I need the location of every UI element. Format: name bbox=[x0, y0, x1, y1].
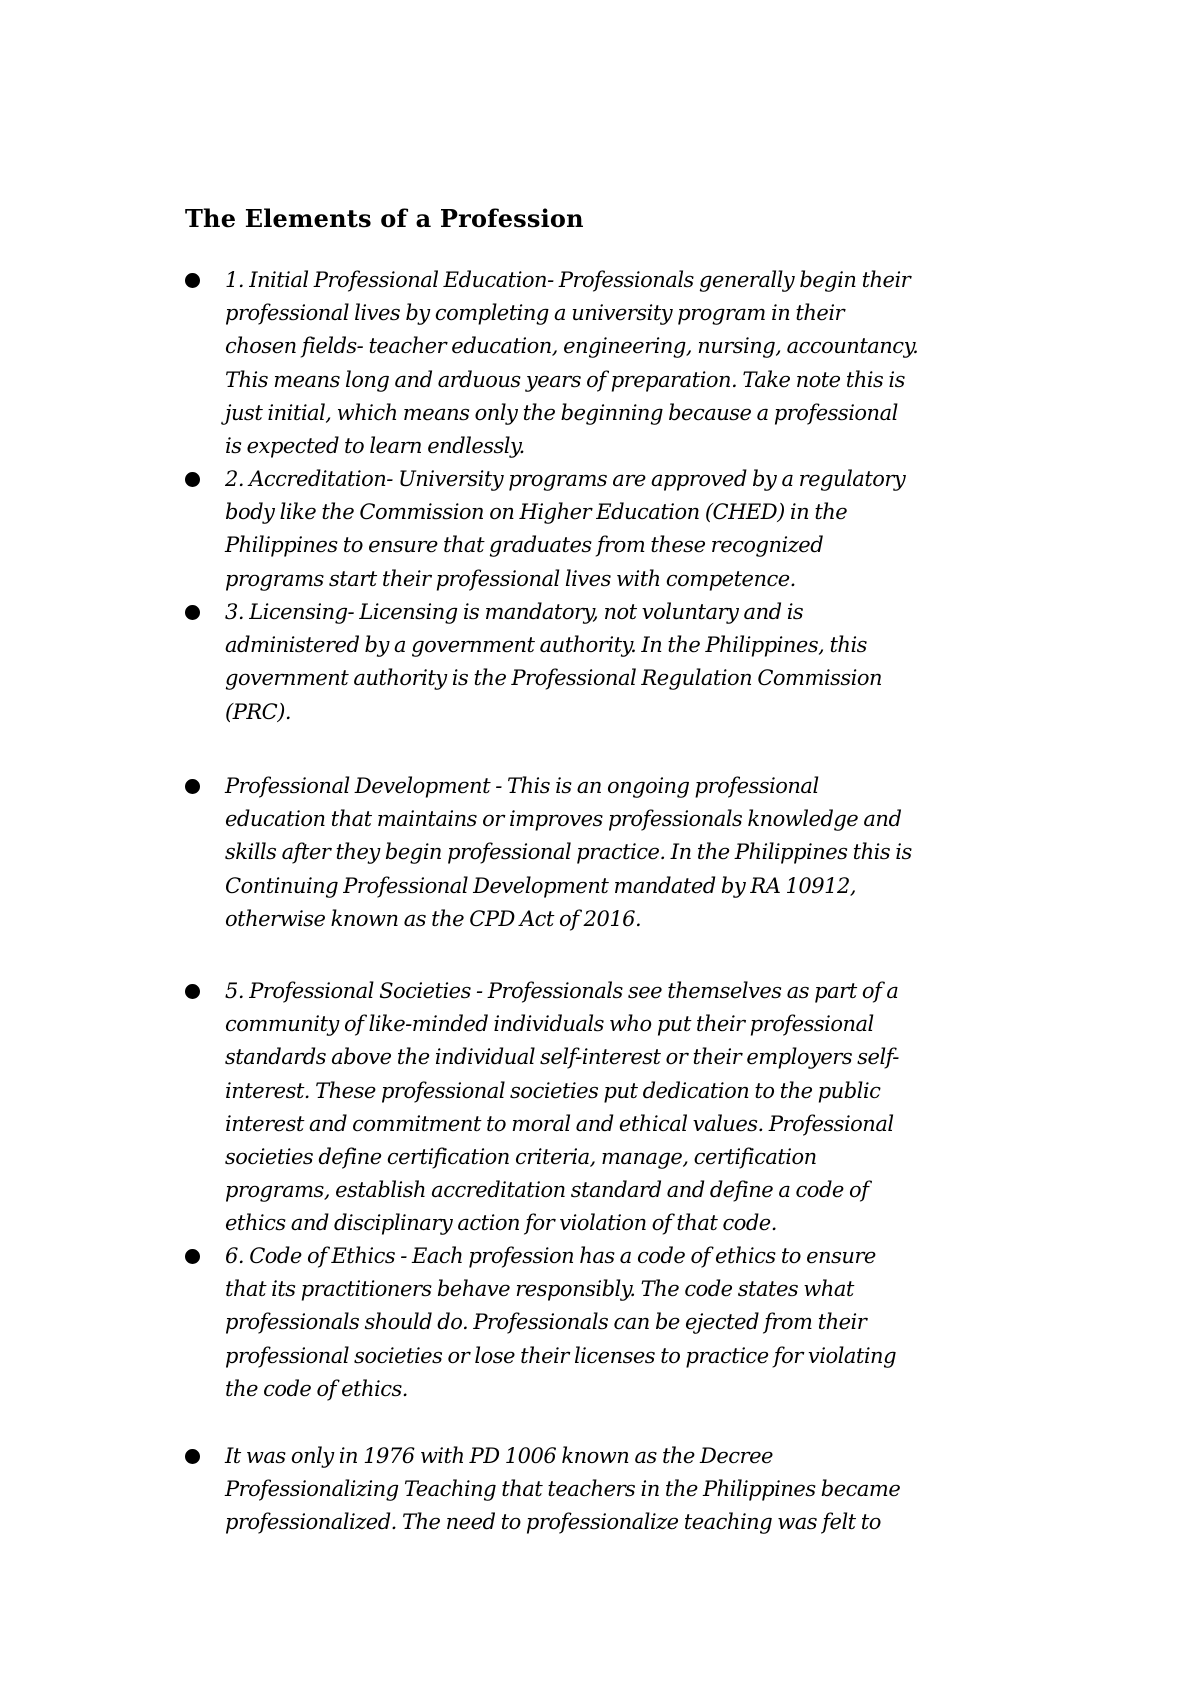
text-line: interest. These professional societies put dedication to the public bbox=[225, 1078, 881, 1103]
bullet-icon bbox=[185, 472, 200, 487]
text-line: body like the Commission on Higher Education (CHED) in the bbox=[225, 500, 848, 525]
text-line: just initial, which means only the beginning because a professional bbox=[225, 400, 898, 425]
text-line: Continuing Professional Development mandated by RA 10912, bbox=[225, 873, 857, 898]
list-item-text bbox=[225, 463, 1030, 596]
list-item-text bbox=[225, 1240, 1030, 1406]
text-line: professional societies or lose their licenses to practice for violating bbox=[225, 1343, 897, 1368]
bullet-icon bbox=[185, 1249, 200, 1264]
text-line: professional lives by completing a university program in their bbox=[225, 301, 845, 326]
list-item-text bbox=[225, 975, 1030, 1241]
text-line: programs, establish accreditation standard and define a code of bbox=[225, 1178, 869, 1203]
text-line: professionals should do. Professionals can be ejected from their bbox=[225, 1310, 867, 1335]
text-line: Professionalizing Teaching that teachers in the Philippines became bbox=[225, 1477, 901, 1502]
text-line: Philippines to ensure that graduates from these recognized bbox=[225, 533, 824, 558]
text-line: the code of ethics. bbox=[225, 1376, 408, 1401]
text-line: administered by a government authority. In the Philippines, this bbox=[225, 633, 867, 658]
text-line: It was only in 1976 with PD 1006 known as the Decree bbox=[225, 1444, 773, 1468]
bullet-icon bbox=[185, 605, 200, 620]
text-line: 2. Accreditation- University programs are approved by a regulatory bbox=[225, 467, 906, 491]
text-line: 6. Code of Ethics - Each profession has a code of ethics to ensure bbox=[225, 1244, 876, 1268]
text-line: government authority is the Professional Regulation Commission bbox=[225, 666, 883, 691]
text-line: 3. Licensing- Licensing is mandatory, not voluntary and is bbox=[225, 600, 804, 624]
text-line: ethics and disciplinary action for violation of that code. bbox=[225, 1211, 777, 1236]
text-line: otherwise known as the CPD Act of 2016. bbox=[225, 906, 642, 931]
text-line: This means long and arduous years of preparation. Take note this is bbox=[225, 367, 905, 392]
page-title: The Elements of a Profession bbox=[185, 204, 584, 233]
text-line: interest and commitment to moral and ethical values. Professional bbox=[225, 1111, 894, 1136]
bullet-icon bbox=[185, 984, 200, 999]
list-item-text bbox=[225, 1440, 1030, 1540]
text-line: societies define certification criteria, manage, certification bbox=[225, 1145, 817, 1170]
list-item-text bbox=[225, 770, 1030, 936]
bullet-icon bbox=[185, 779, 200, 794]
text-line: 5. Professional Societies - Professionals see themselves as part of a bbox=[225, 979, 899, 1003]
text-line: chosen fields- teacher education, engineering, nursing, accountancy. bbox=[225, 334, 919, 359]
text-line: Professional Development - This is an ongoing professional bbox=[225, 774, 819, 798]
list-item-text bbox=[225, 596, 1030, 729]
list-item-text bbox=[225, 264, 1030, 463]
text-line: education that maintains or improves professionals knowledge and bbox=[225, 807, 902, 832]
text-line: that its practitioners behave responsibly. The code states what bbox=[225, 1277, 854, 1302]
text-line: is expected to learn endlessly. bbox=[225, 434, 525, 459]
text-line: professionalized. The need to professionalize teaching was felt to bbox=[225, 1510, 881, 1535]
text-line: 1. Initial Professional Education- Professionals generally begin their bbox=[225, 268, 911, 292]
bullet-icon bbox=[185, 273, 200, 288]
text-line: programs start their professional lives with competence. bbox=[225, 566, 796, 591]
text-line: (PRC). bbox=[225, 699, 292, 724]
text-line: skills after they begin professional practice. In the Philippines this is bbox=[225, 840, 912, 865]
text-line: community of like-minded individuals who put their professional bbox=[225, 1012, 874, 1037]
text-line: standards above the individual self-interest or their employers self- bbox=[225, 1045, 899, 1070]
bullet-icon bbox=[185, 1449, 200, 1464]
